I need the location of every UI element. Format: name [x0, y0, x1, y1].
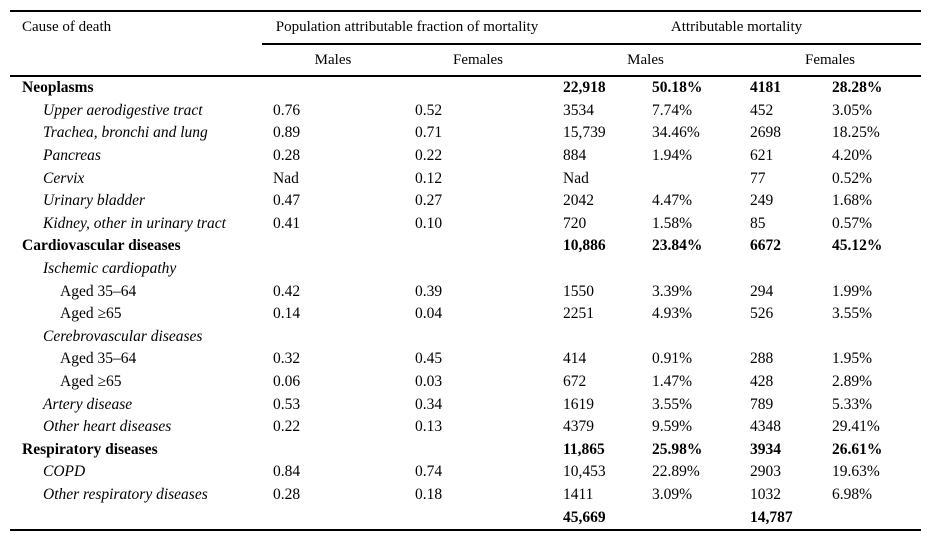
table-row	[10, 190, 921, 213]
table-row	[10, 122, 921, 145]
row-label: Other heart diseases	[43, 418, 172, 436]
cell-am-females-count	[739, 326, 821, 349]
row-label: Respiratory diseases	[22, 440, 158, 458]
cell-am-males-count: 10,886	[563, 237, 606, 255]
cell-am-females-percent: 19.63%	[832, 463, 880, 481]
table-row	[10, 484, 921, 507]
cell-am-males-percent: 50.18%	[652, 79, 703, 97]
cell-am-females-percent: 0.52%	[832, 169, 873, 187]
cell-am-males-count: 15,739	[563, 124, 606, 142]
cell-paf-males: 0.84	[273, 463, 301, 481]
cell-am-males-count: Nad	[563, 169, 589, 187]
table-row	[10, 100, 921, 123]
cell-paf-females: 0.04	[415, 305, 443, 323]
cell-am-males-percent: 23.84%	[652, 237, 703, 255]
table-row	[10, 235, 921, 258]
cell-am-males-count: 884	[563, 147, 587, 165]
row-label: Aged 35–64	[60, 350, 137, 368]
cell-am-females-count: 621	[750, 147, 774, 165]
cell-am-females-percent: 45.12%	[832, 237, 883, 255]
cell-am-females-percent: 3.05%	[832, 101, 873, 119]
cell-am-males-percent: 3.39%	[652, 282, 693, 300]
cell-paf-males	[262, 439, 404, 462]
cell-am-females-percent: 0.57%	[832, 214, 873, 232]
cell-am-males-percent: 34.46%	[652, 124, 700, 142]
cell-am-males-count: 720	[563, 214, 587, 232]
cell-am-males-count: 1411	[563, 485, 594, 503]
cell-am-females-percent	[821, 326, 921, 349]
cell-am-males-percent: 4.47%	[652, 192, 693, 210]
column-header-paf-males: Males	[262, 44, 404, 76]
cell-paf-females: 0.45	[415, 350, 443, 368]
row-label: Kidney, other in urinary tract	[43, 214, 226, 232]
row-label: COPD	[43, 463, 86, 481]
cell-am-males-count: 45,669	[563, 508, 606, 526]
row-label: Trachea, bronchi and lung	[43, 124, 208, 142]
row-label: Cerebrovascular diseases	[43, 327, 203, 345]
header-row-groups	[10, 11, 921, 44]
table-row	[10, 348, 921, 371]
cell-am-males-count: 22,918	[563, 79, 606, 97]
cell-am-females-percent: 3.55%	[832, 305, 873, 323]
cell-paf-females: 0.13	[415, 418, 443, 436]
cell-am-females-count: 1032	[750, 485, 781, 503]
cell-am-females-percent: 6.98%	[832, 485, 873, 503]
cell-paf-males: 0.41	[273, 214, 301, 232]
cell-paf-males: 0.76	[273, 101, 301, 119]
cell-paf-males	[262, 258, 404, 281]
cell-am-females-percent: 18.25%	[832, 124, 880, 142]
cell-am-males-count: 672	[563, 373, 587, 391]
cell-paf-females: 0.34	[415, 395, 443, 413]
cell-am-males-count: 4379	[563, 418, 594, 436]
cell-paf-males: Nad	[273, 169, 299, 187]
cell-am-females-percent: 26.61%	[832, 440, 883, 458]
cell-paf-males	[262, 235, 404, 258]
cell-am-females-count: 14,787	[750, 508, 793, 526]
cell-am-females-percent: 1.68%	[832, 192, 873, 210]
cell-paf-males: 0.47	[273, 192, 301, 210]
cell-am-males-percent: 0.91%	[652, 350, 693, 368]
table-row	[10, 213, 921, 236]
cell-am-females-percent: 5.33%	[832, 395, 873, 413]
cell-am-males-percent: 25.98%	[652, 440, 703, 458]
table-row	[10, 280, 921, 303]
cell-am-males-percent: 1.94%	[652, 147, 693, 165]
row-label: Other respiratory diseases	[43, 485, 208, 503]
cell-paf-females	[404, 76, 552, 100]
cell-paf-females	[404, 235, 552, 258]
cell-paf-males: 0.22	[273, 418, 301, 436]
table-row	[10, 506, 921, 530]
cell-paf-females: 0.39	[415, 282, 443, 300]
cell-paf-females: 0.71	[415, 124, 443, 142]
cell-paf-females	[404, 258, 552, 281]
cell-am-females-count: 4181	[750, 79, 781, 97]
row-label: Artery disease	[43, 395, 133, 413]
row-label: Aged 35–64	[60, 282, 137, 300]
cell-am-females-percent: 1.95%	[832, 350, 873, 368]
column-group-attributable-mortality: Attributable mortality	[552, 11, 921, 44]
cell-am-females-percent: 28.28%	[832, 79, 883, 97]
row-label: Aged ≥65	[60, 305, 122, 323]
cell-am-males-percent: 3.55%	[652, 395, 693, 413]
table-row	[10, 416, 921, 439]
cell-am-males-count	[552, 326, 641, 349]
cell-am-females-count: 789	[750, 395, 774, 413]
cell-am-males-percent: 1.58%	[652, 214, 693, 232]
cell-paf-females: 0.10	[415, 214, 443, 232]
cell-paf-males: 0.06	[273, 373, 301, 391]
cell-am-males-count: 1550	[563, 282, 594, 300]
cell-am-males-percent: 4.93%	[652, 305, 693, 323]
cell-paf-males: 0.32	[273, 350, 301, 368]
cell-am-females-count: 2903	[750, 463, 781, 481]
cell-paf-females	[404, 506, 552, 530]
cell-paf-females: 0.18	[415, 485, 443, 503]
column-group-population-attributable-fraction: Population attributable fraction of mortality	[262, 11, 552, 44]
cell-am-females-count: 294	[750, 282, 774, 300]
column-header-am-males: Males	[552, 44, 739, 76]
cell-am-males-percent: 22.89%	[652, 463, 700, 481]
cell-paf-females: 0.27	[415, 192, 443, 210]
row-label: Neoplasms	[22, 79, 94, 97]
cell-am-females-percent	[821, 258, 921, 281]
column-header-cause-of-death: Cause of death	[10, 11, 262, 76]
row-label: Upper aerodigestive tract	[43, 101, 203, 119]
row-label	[10, 506, 262, 530]
cell-am-males-percent: 1.47%	[652, 373, 693, 391]
cell-paf-males	[262, 76, 404, 100]
cell-paf-males: 0.28	[273, 485, 301, 503]
table-row	[10, 439, 921, 462]
cell-am-females-count: 452	[750, 101, 774, 119]
table-header	[10, 11, 921, 76]
cell-am-females-percent	[821, 506, 921, 530]
cell-paf-males: 0.42	[273, 282, 301, 300]
cell-am-males-percent	[641, 506, 739, 530]
cell-paf-males: 0.14	[273, 305, 301, 323]
cell-am-males-count: 11,865	[563, 440, 605, 458]
table-row	[10, 371, 921, 394]
row-label: Cervix	[43, 169, 85, 187]
cell-paf-males	[262, 506, 404, 530]
cell-paf-females	[404, 439, 552, 462]
cell-am-males-count: 2042	[563, 192, 594, 210]
cell-am-males-percent	[641, 258, 739, 281]
cell-am-females-count: 3934	[750, 440, 781, 458]
cell-am-males-percent	[641, 167, 739, 190]
cell-paf-males: 0.28	[273, 147, 301, 165]
column-header-paf-females: Females	[404, 44, 552, 76]
cell-am-females-percent: 2.89%	[832, 373, 873, 391]
cell-am-males-count: 1619	[563, 395, 594, 413]
row-label: Ischemic cardiopathy	[43, 260, 177, 278]
cell-am-males-count: 3534	[563, 101, 594, 119]
cell-am-males-count: 10,453	[563, 463, 606, 481]
table-row	[10, 393, 921, 416]
table-row	[10, 258, 921, 281]
cell-am-males-count: 2251	[563, 305, 594, 323]
table-row	[10, 76, 921, 100]
mortality-table	[10, 10, 921, 531]
table-row	[10, 303, 921, 326]
row-label: Pancreas	[43, 147, 101, 165]
cell-am-females-percent: 4.20%	[832, 147, 873, 165]
table-body	[10, 76, 921, 530]
cell-am-females-count: 526	[750, 305, 774, 323]
cell-am-females-count: 6672	[750, 237, 781, 255]
cell-paf-males: 0.89	[273, 124, 301, 142]
cell-paf-females: 0.22	[415, 147, 443, 165]
cell-paf-females: 0.03	[415, 373, 443, 391]
cell-am-females-percent: 29.41%	[832, 418, 880, 436]
cell-am-females-count: 77	[750, 169, 766, 187]
cell-am-females-count: 249	[750, 192, 774, 210]
cell-paf-females	[404, 326, 552, 349]
cell-paf-males: 0.53	[273, 395, 301, 413]
cell-am-males-percent: 9.59%	[652, 418, 693, 436]
table-row	[10, 145, 921, 168]
cell-am-females-count	[739, 258, 821, 281]
cell-paf-males	[262, 326, 404, 349]
cell-am-females-count: 4348	[750, 418, 781, 436]
table-row	[10, 167, 921, 190]
column-header-am-females: Females	[739, 44, 921, 76]
cell-paf-females: 0.12	[415, 169, 443, 187]
cell-am-females-count: 2698	[750, 124, 781, 142]
cell-am-females-count: 428	[750, 373, 774, 391]
cell-am-males-count	[552, 258, 641, 281]
cell-paf-females: 0.52	[415, 101, 443, 119]
cell-am-females-count: 288	[750, 350, 774, 368]
row-label: Cardiovascular diseases	[22, 237, 181, 255]
cell-am-males-percent: 7.74%	[652, 101, 693, 119]
table-row	[10, 326, 921, 349]
cell-am-females-count: 85	[750, 214, 766, 232]
cell-am-females-percent: 1.99%	[832, 282, 873, 300]
cell-am-males-count: 414	[563, 350, 587, 368]
cell-am-males-percent	[641, 326, 739, 349]
row-label: Urinary bladder	[43, 192, 146, 210]
table-row	[10, 461, 921, 484]
cell-am-males-percent: 3.09%	[652, 485, 693, 503]
row-label: Aged ≥65	[60, 373, 122, 391]
cell-paf-females: 0.74	[415, 463, 443, 481]
